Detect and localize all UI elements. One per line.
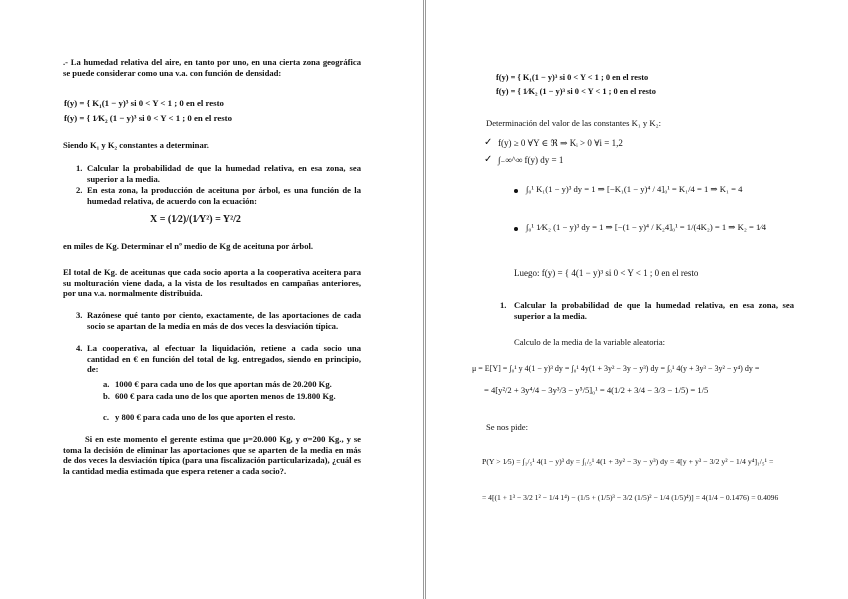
bullet-icon [514,189,518,193]
intro-paragraph: .- La humedad relativa del aire, en tanto por uno, en una cierta zona geográfica se puede considerar como una v.a. con función de densidad: [63,57,361,78]
right-page [425,0,848,599]
final-paragraph: Si en este momento el gerente estima que μ=20.000 Kg, y σ=200 Kg., y se toma la decisión de eliminar las aportaciones que se aparten de la media en más de dos veces la desviación típica (para una fiscalización particularizada), ¿cuál es la cantidad media estimada que espera retener a cada socio?. [63,434,361,476]
mu-equation-1: μ = E[Y] = ∫₀¹ y 4(1 − y)³ dy = ∫₀¹ 4y(1 + 3y² − 3y − y³) dy = ∫₀¹ 4(y + 3y³ − 3y² − y⁴) dy = [472,364,760,373]
sub-item-text: 600 € para cada uno de los que aporten menos de 19.800 Kg. [115,391,336,401]
item-text: La cooperativa, al efectuar la liquidación, retiene a cada socio una cantidad en € en función del total de kg. entregados, siendo en principio, de: [87,343,361,375]
sub-item-text: 1000 € para cada uno de los que aportan más de 20.200 Kg. [115,379,332,389]
se-nos-pide-text: Se nos pide: [486,422,529,432]
item-number: 1. [76,163,83,173]
check-1-equation: f(y) ≥ 0 ∀Y ∈ ℜ ⇒ Kᵢ > 0 ∀i = 1,2 [498,138,623,148]
density-equation-1: f(y) = { K₁(1 − y)³ si 0 < Y < 1 ; 0 en el resto [496,73,649,82]
check-icon: ✓ [484,137,493,148]
luego-equation: Luego: f(y) = { 4(1 − y)³ si 0 < Y < 1 ; 0 en el resto [514,268,699,278]
sub-item-letter: a. [103,379,110,389]
check-2-equation: ∫₋∞^∞ f(y) dy = 1 [498,155,564,165]
p-equation-1: P(Y > 1⁄5) = ∫₁/₅¹ 4(1 − y)³ dy = ∫₁/₅¹ 4(1 + 3y² − 3y − y³) dy = 4[y + y³ − 3/2 y² − 1/4 y⁴]₁/₅¹ = [482,457,774,466]
x-equation: X = (1⁄2)/(1⁄Y²) = Y²/2 [150,214,241,225]
sub-item-text: y 800 € para cada uno de los que aporten el resto. [115,412,296,422]
sub-item-letter: b. [103,391,110,401]
mu-equation-2: = 4[y²/2 + 3y⁴/4 − 3y³/3 − y⁵/5]₀¹ = 4(1/2 + 3/4 − 3/3 − 1/5) = 1/5 [484,385,709,395]
item-number: 3. [76,310,83,320]
item-text: Calcular la probabilidad de que la humedad relativa, en esa zona, sea superior a la media. [514,300,794,321]
total-paragraph: El total de Kg. de aceitunas que cada socio aporta a la cooperativa aceitera para su molturación viene dada, a la vista de los resultados en campañas anteriores, por una v.a. normalmente distribuida. [63,267,361,299]
bullet-2-equation: ∫₀¹ 1⁄K₂ (1 − y)³ dy = 1 ⇒ [−(1 − y)⁴ / K₂4]₀¹ = 1/(4K₂) = 1 ⇒ K₂ = 1⁄4 [526,222,767,232]
item-number: 2. [76,185,83,195]
item-text: Calcular la probabilidad de que la humedad relativa, en esa zona, sea superior a la media. [87,163,361,184]
bullet-icon [514,227,518,231]
media-text: Calculo de la media de la variable aleatoria: [514,337,666,347]
item-number: 1. [500,300,507,310]
sub-item-letter: c. [103,412,109,422]
check-icon: ✓ [484,154,493,165]
density-equation-2: f(y) = { 1⁄K₂ (1 − y)³ si 0 < Y < 1 ; 0 en el resto [496,87,656,96]
p-equation-2: = 4[(1 + 1³ − 3/2 1² − 1/4 1⁴) − (1/5 + (1/5)³ − 3/2 (1/5)² − 1/4 (1/5)⁴)] = 4(1/4 − 0.1476) = 0.4096 [482,493,779,502]
determination-text: Determinación del valor de las constantes K₁ y K₂: [486,118,661,128]
density-equation-2: f(y) = { 1⁄K₂ (1 − y)³ si 0 < Y < 1 ; 0 en el resto [64,113,232,123]
item-text: Razónese qué tanto por ciento, exactamente, de las aportaciones de cada socio se apartan de la media en más de dos veces la desviación típica. [87,310,361,331]
constants-text: Siendo K₁ y K₂ constantes a determinar. [63,140,209,150]
units-text: en miles de Kg. Determinar el nº medio de Kg de aceituna por árbol. [63,241,314,251]
bullet-1-equation: ∫₀¹ K₁(1 − y)³ dy = 1 ⇒ [−K₁(1 − y)⁴ / 4]₀¹ = K₁/4 = 1 ⇒ K₁ = 4 [526,184,743,194]
density-equation-1: f(y) = { K₁(1 − y)³ si 0 < Y < 1 ; 0 en el resto [64,98,224,108]
item-text: En esta zona, la producción de aceituna por árbol, es una función de la humedad relativa, de acuerdo con la ecuación: [87,185,361,206]
item-number: 4. [76,343,83,353]
